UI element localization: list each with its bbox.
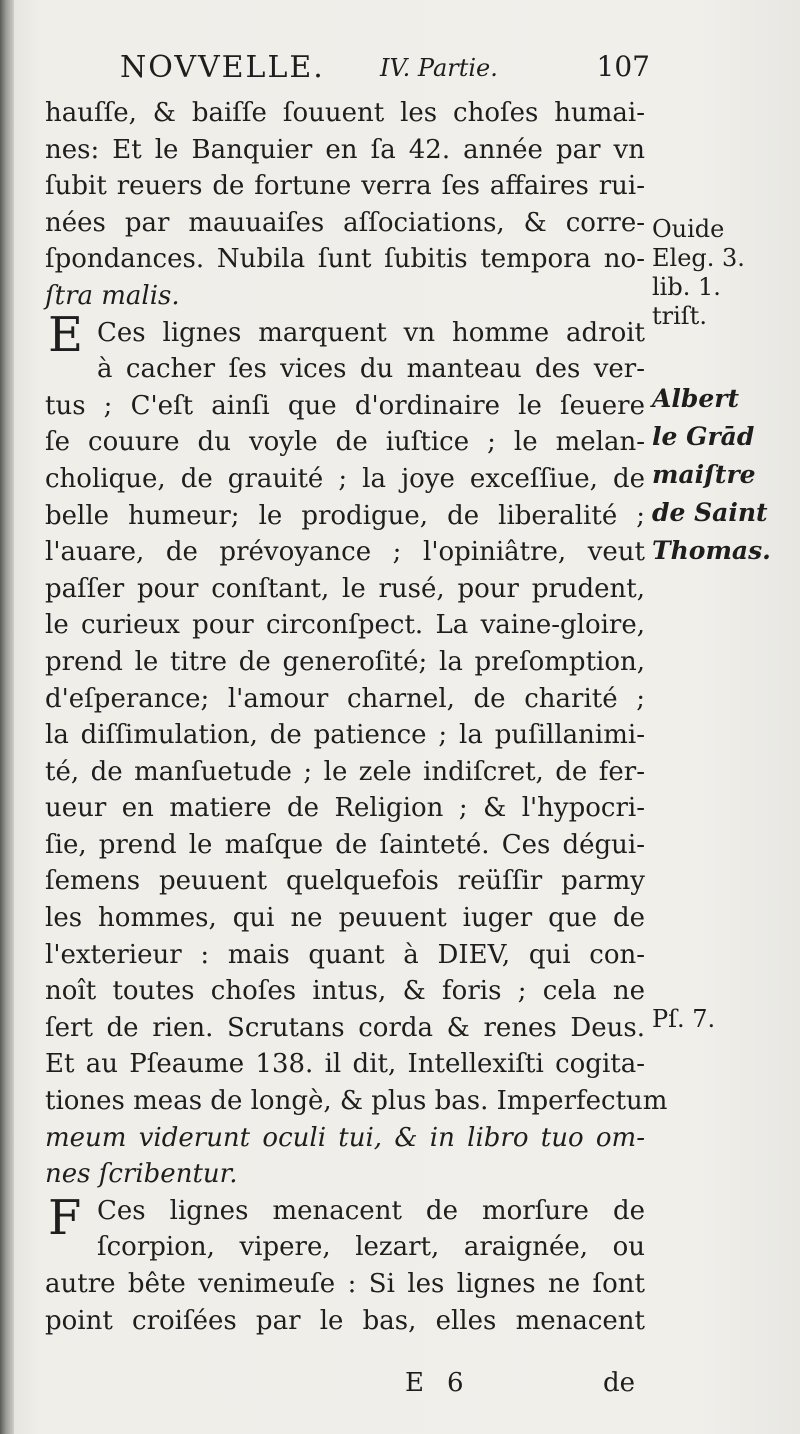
book-spine	[0, 0, 14, 1434]
margin-line: le Grād	[652, 422, 755, 451]
text-line: nes: Et le Banquier en ſa 42. année par vn	[45, 134, 645, 165]
signature-number: 6	[447, 1368, 464, 1398]
text-line: ſtra malis.	[45, 280, 180, 311]
part-label: IV. Partie.	[380, 54, 498, 82]
margin-line: de Saint	[652, 498, 768, 527]
text-line: ſie, prend le maſque de ſainteté. Ces dégui-	[45, 829, 645, 860]
text-line: meum viderunt oculi tui, & in libro tuo om-	[45, 1122, 645, 1153]
drop-initial-f: F	[48, 1190, 82, 1246]
margin-line: Pſ. 7.	[652, 1005, 716, 1033]
text-line: le curieux pour circonſpect. La vaine-gloire,	[45, 610, 645, 641]
text-line: l'auare, de prévoyance ; l'opiniâtre, veut	[45, 537, 645, 568]
text-line: point croiſées par le bas, elles menacent	[45, 1305, 645, 1336]
page-number: 107	[596, 50, 650, 83]
text-line: ſe couure du voyle de iuſtice ; le melan-	[45, 427, 645, 458]
text-line: paſſer pour conſtant, le rusé, pour prudent,	[45, 573, 645, 604]
text-line: ueur en matiere de Religion ; & l'hypocri-	[45, 793, 645, 824]
text-line: Ces lignes menacent de morſure de	[97, 1195, 645, 1226]
signature-mark: E	[405, 1368, 424, 1398]
text-line: les hommes, qui ne peuuent iuger que de	[45, 903, 645, 934]
margin-line: lib. 1.	[652, 273, 721, 301]
text-line: tiones meas de longè, & plus bas. Imperfectum	[45, 1086, 668, 1117]
text-line: ſcorpion, vipere, lezart, araignée, ou	[97, 1232, 645, 1263]
text-line: la diſſimulation, de patience ; la puſillanimi-	[45, 720, 645, 751]
text-line: l'exterieur : mais quant à DIEV, qui con-	[45, 939, 645, 970]
text-line: autre bête venimeuſe : Si les lignes ne ſont	[45, 1269, 645, 1299]
catchword: de	[603, 1368, 636, 1398]
margin-line: Ouide	[652, 215, 725, 243]
text-line: cholique, de grauité ; la joye exceſſiue, de	[45, 463, 645, 494]
text-line: ſubit reuers de fortune verra ſes affaires rui-	[45, 171, 645, 202]
text-line: Et au Pſeaume 138. il dit, Intellexiſti cogita-	[45, 1049, 645, 1080]
text-line: à cacher ſes vices du manteau des ver-	[97, 354, 645, 385]
body-text	[45, 95, 668, 1339]
text-line: nes ſcribentur.	[45, 1159, 238, 1190]
margin-line: Eleg. 3.	[652, 244, 745, 272]
margin-line: Thomas.	[652, 536, 771, 565]
text-line: nées par mauuaiſes aſſociations, & corre-	[45, 207, 645, 238]
text-line: hauſſe, & baiſſe ſouuent les choſes humai-	[45, 98, 645, 128]
text-line: prend le titre de generoſité; la preſomption,	[45, 646, 645, 677]
text-line: noît toutes choſes intus, & foris ; cela ne	[45, 976, 645, 1007]
text-line: tus ; C'eſt ainſi que d'ordinaire le ſeuere	[45, 390, 645, 421]
text-line: té, de manſuetude ; le zele indiſcret, de fer-	[45, 756, 645, 787]
margin-note-psalm	[652, 1005, 792, 1034]
running-head: NOVVELLE.	[120, 50, 325, 85]
text-line: ſemens peuuent quelquefois reüſſir parmy	[45, 866, 645, 897]
running-header	[120, 50, 650, 92]
margin-line: maiſtre	[652, 460, 756, 489]
margin-note-ovide	[652, 215, 792, 331]
drop-initial-e: E	[48, 307, 84, 363]
text-line: ſert de rien. Scrutans corda & renes Deus.	[45, 1012, 645, 1043]
text-line: d'eſperance; l'amour charnel, de charité ;	[45, 683, 645, 714]
text-line: Ces lignes marquent vn homme adroit	[97, 317, 645, 348]
margin-line: Albert	[652, 384, 739, 413]
margin-line: triſt.	[652, 302, 707, 330]
text-line: ſpondances. Nubila ſunt ſubitis tempora no-	[45, 244, 645, 275]
text-line: belle humeur; le prodigue, de liberalité ;	[45, 500, 645, 531]
margin-note-albert	[652, 380, 792, 570]
